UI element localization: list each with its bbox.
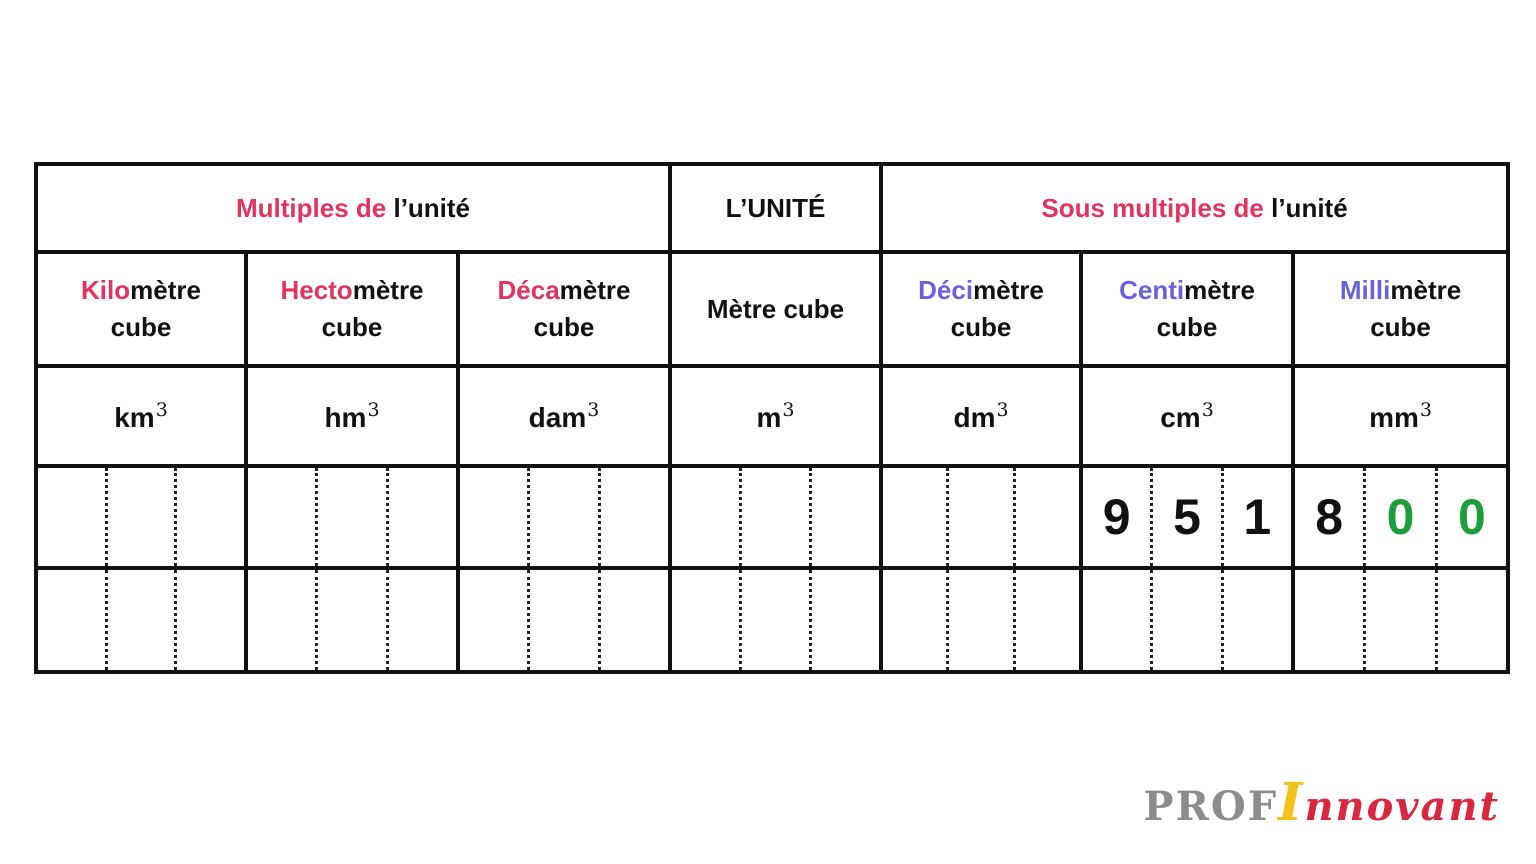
submultiples-header: Sous multiples de l’unité [881, 164, 1508, 252]
digit-cell-hm [246, 466, 458, 568]
multiples-header: Multiples de l’unité [36, 164, 670, 252]
digit-cell-km [36, 466, 246, 568]
empty-cell [1081, 568, 1293, 672]
symbol-km: $km^3$ [36, 366, 246, 466]
conversion-table [34, 162, 1510, 674]
digit: 8 [1315, 489, 1344, 545]
digits-row [36, 466, 1508, 568]
unit-name-dam: Décamètre cube [458, 252, 670, 366]
unit-name-mm: Millimètre cube [1293, 252, 1508, 366]
empty-cell [246, 568, 458, 672]
empty-cell [881, 568, 1081, 672]
digit-added-zero: 0 [1435, 468, 1506, 566]
symbol-mm: $mm^3$ [1293, 366, 1508, 466]
empty-cell [1293, 568, 1508, 672]
profinnovant-logo: PROFInnovant [1143, 772, 1500, 833]
unit-name-m: Mètre cube [670, 252, 881, 366]
symbol-dm: $dm^3$ [881, 366, 1081, 466]
digit-cell-cm [1081, 466, 1293, 568]
empty-cell [458, 568, 670, 672]
unit-names-row [36, 252, 1508, 366]
symbol-dam: dam$^3$ [458, 366, 670, 466]
empty-cell [36, 568, 246, 672]
digit-cell-m [670, 466, 881, 568]
digit: 1 [1221, 468, 1291, 566]
digit: 9 [1102, 489, 1131, 545]
unit-name-dm: Décimètre cube [881, 252, 1081, 366]
unit-name-cm: Centimètre cube [1081, 252, 1293, 366]
empty-cell [670, 568, 881, 672]
table-header-row [36, 164, 1508, 252]
digit-cell-dam [458, 466, 670, 568]
digit: 5 [1150, 468, 1220, 566]
symbol-hm: $hm^3$ [246, 366, 458, 466]
digit-cell-dm [881, 466, 1081, 568]
unit-symbols-row [36, 366, 1508, 466]
unit-name-km: Kilomètre cube [36, 252, 246, 366]
digit-cell-mm [1293, 466, 1508, 568]
unit-header: L’UNITÉ [670, 164, 881, 252]
empty-row [36, 568, 1508, 672]
symbol-cm: $cm^3$ [1081, 366, 1293, 466]
symbol-m: $m^3$ [670, 366, 881, 466]
unit-name-hm: Hectomètre cube [246, 252, 458, 366]
digit-added-zero: 0 [1363, 468, 1434, 566]
